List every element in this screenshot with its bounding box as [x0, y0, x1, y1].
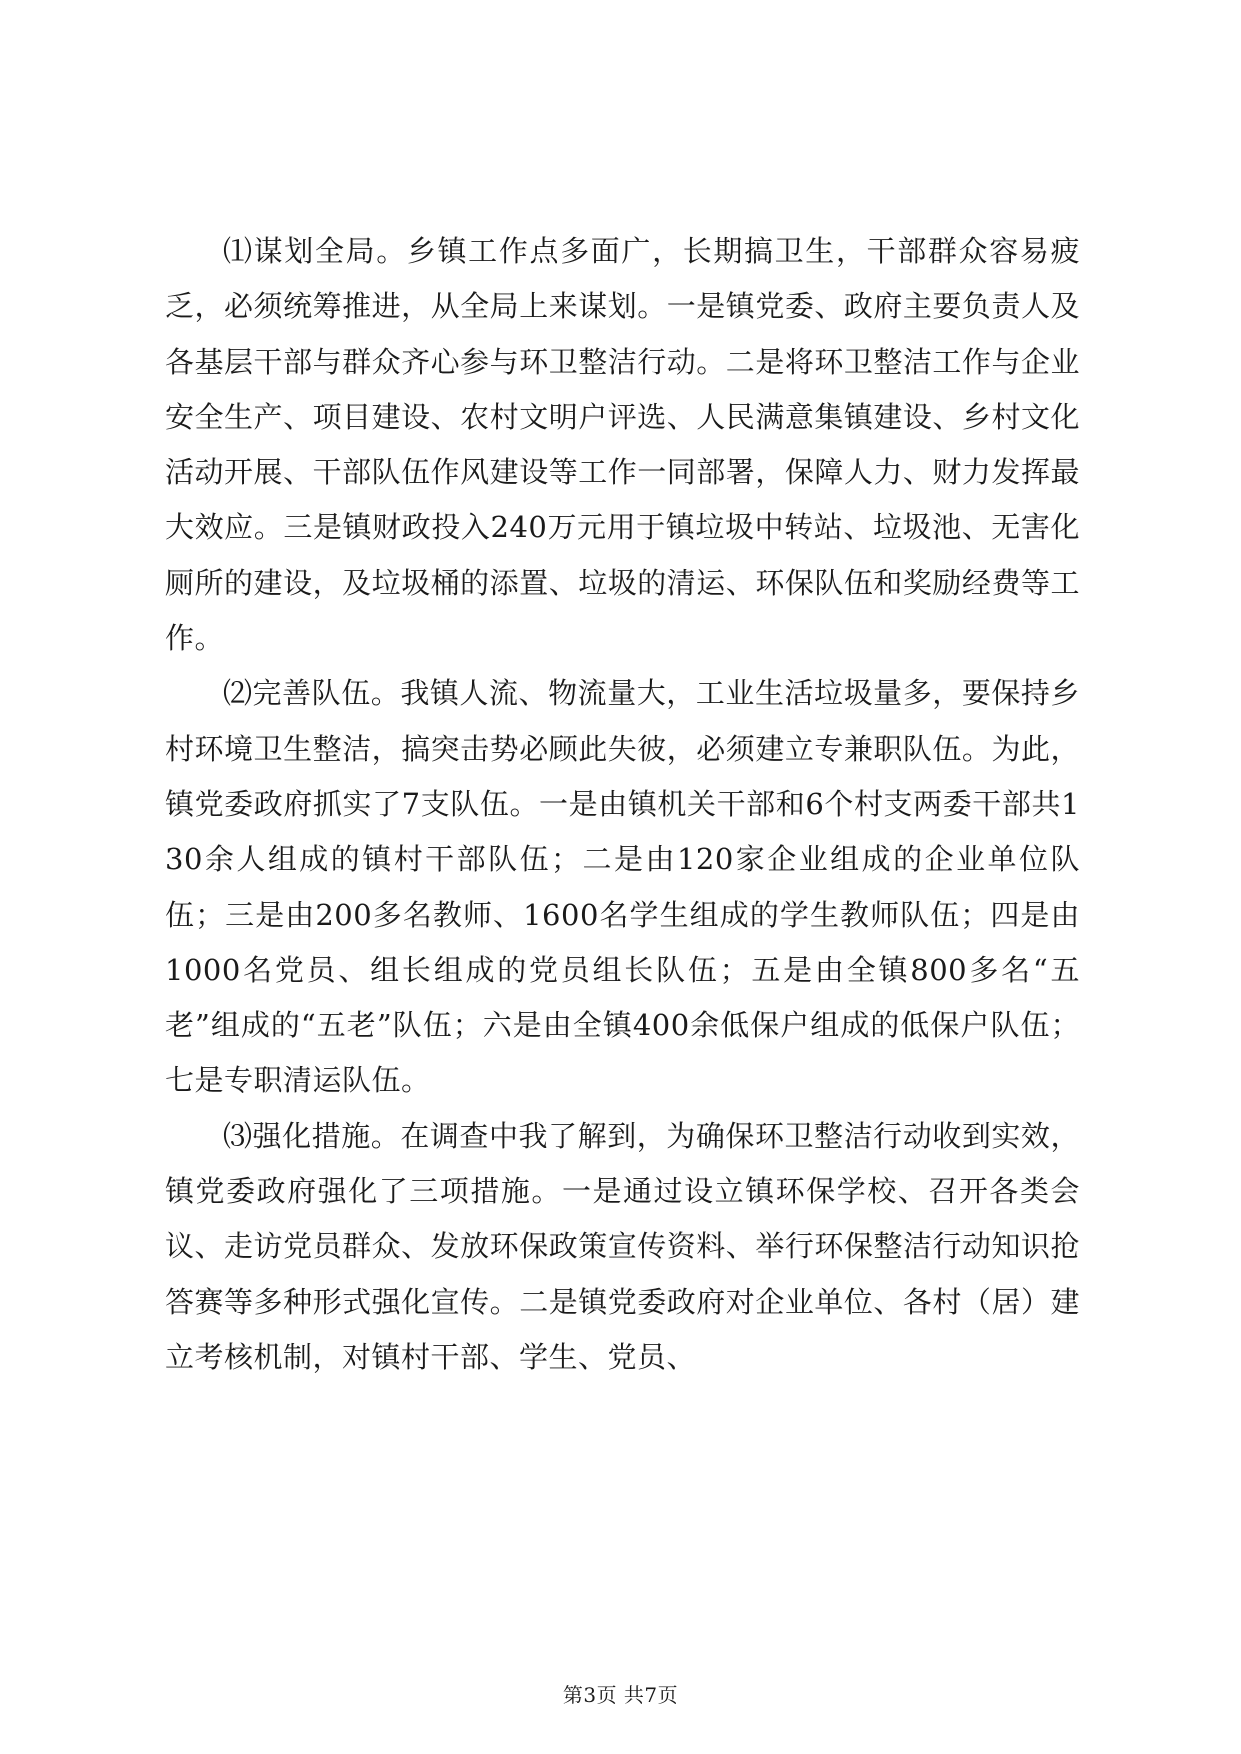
- paragraph-measures: ⑶强化措施。在调查中我了解到，为确保环卫整洁行动收到实效，镇党委政府强化了三项措施。一是通过设立镇环保学校、召开各类会议、走访党员群众、发放环保政策宣传资料、举行环保整洁行动知识抢答赛等多种形式强化宣传。二是镇党委政府对企业单位、各村（居）建立考核机制，对镇村干部、学生、党员、: [165, 1118, 1080, 1374]
- document-body: [165, 224, 1080, 1385]
- paragraph-teams: ⑵完善队伍。我镇人流、物流量大，工业生活垃圾量多，要保持乡村环境卫生整洁，搞突击势必顾此失彼，必须建立专兼职队伍。为此，镇党委政府抓实了7支队伍。一是由镇机关干部和6个村支两委干部共130余人组成的镇村干部队伍；二是由120家企业组成的企业单位队伍；三是由200多名教师、1600名学生组成的学生教师队伍；四是由1000名党员、组长组成的党员组长队伍；五是由全镇800多名“五老”组成的“五老”队伍；六是由全镇400余低保户组成的低保户队伍；七是专职清运队伍。: [165, 676, 1080, 1098]
- page-number: 第3页 共7页: [562, 1683, 679, 1707]
- paragraph-planning: ⑴谋划全局。乡镇工作点多面广，长期搞卫生，干部群众容易疲乏，必须统筹推进，从全局上来谋划。一是镇党委、政府主要负责人及各基层干部与群众齐心参与环卫整洁行动。二是将环卫整洁工作与企业安全生产、项目建设、农村文明户评选、人民满意集镇建设、乡村文化活动开展、干部队伍作风建设等工作一同部署，保障人力、财力发挥最大效应。三是镇财政投入240万元用于镇垃圾中转站、垃圾池、无害化厕所的建设，及垃圾桶的添置、垃圾的清运、环保队伍和奖励经费等工作。: [165, 234, 1080, 656]
- page-footer: [0, 1683, 1241, 1707]
